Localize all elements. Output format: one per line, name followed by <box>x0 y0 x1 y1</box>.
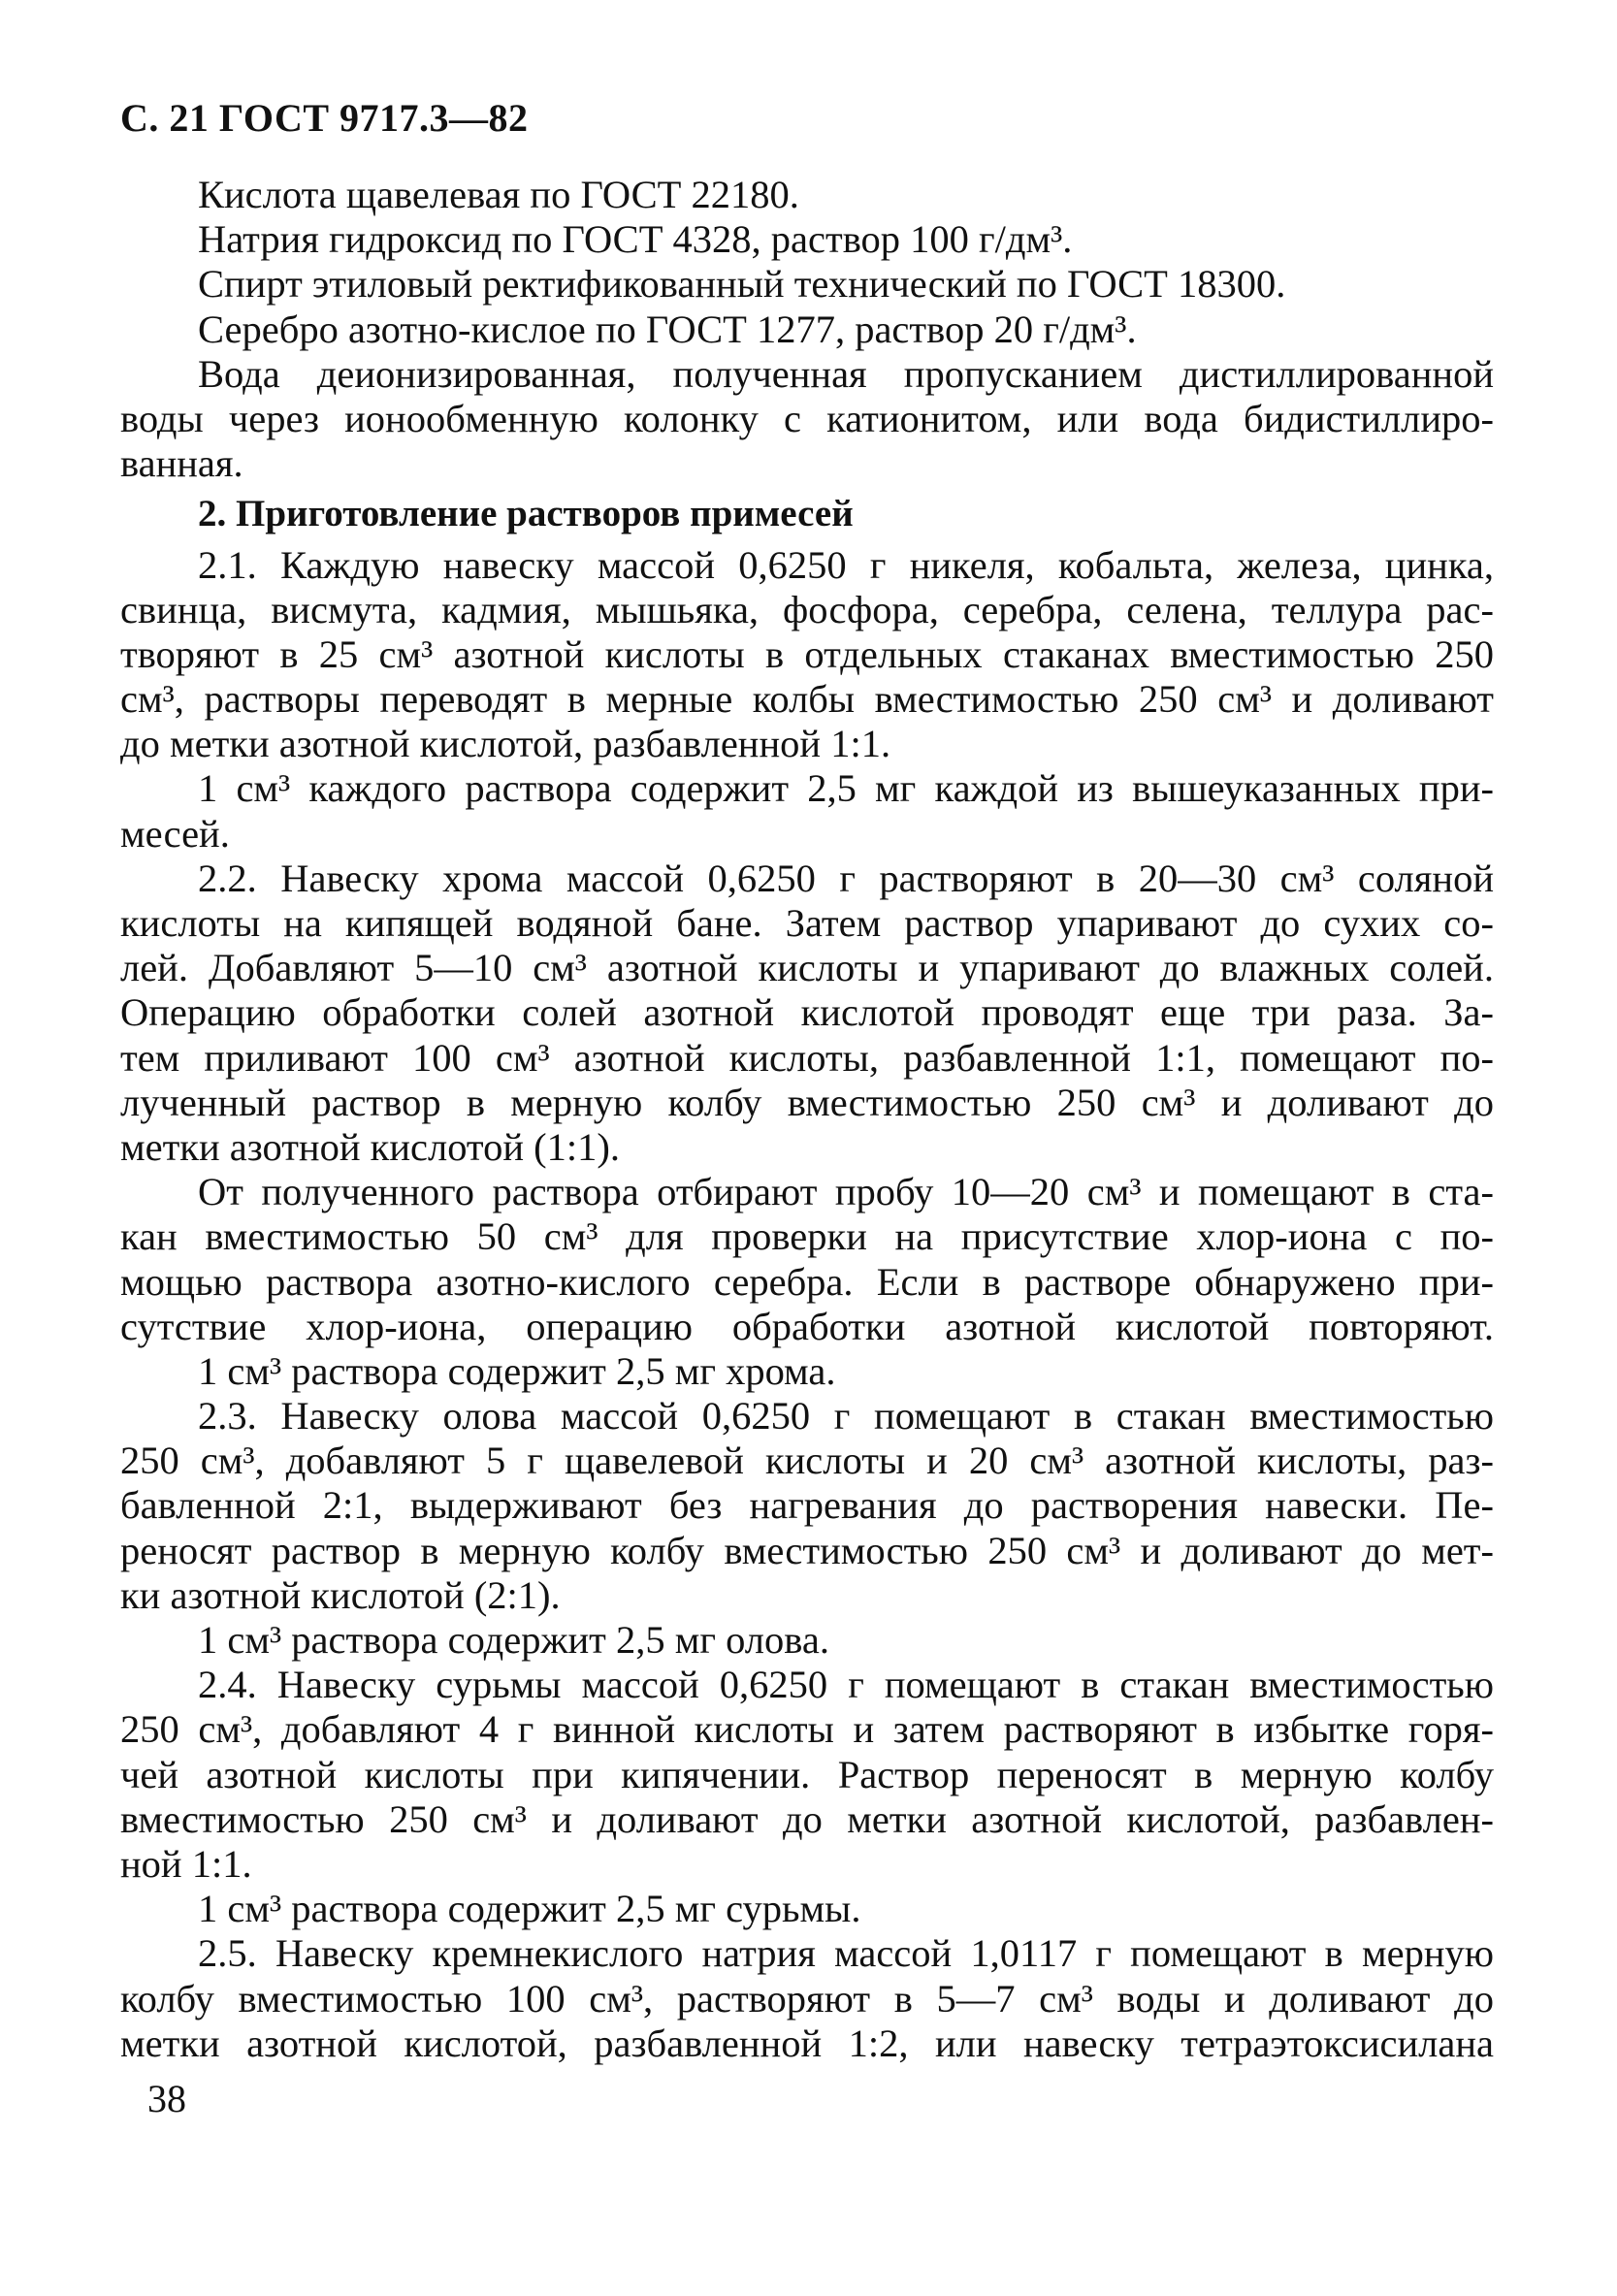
text-line: Вода деионизированная, полученная пропусканием дистиллированной <box>198 351 1494 396</box>
text-line: 2.4. Навеску сурьмы массой 0,6250 г помещают в стакан вместимостью <box>198 1663 1494 1707</box>
text-line: 250 см³, добавляют 4 г винной кислоты и затем растворяют в избытке горя- <box>120 1707 1494 1752</box>
text-line: метки азотной кислотой, разбавленной 1:2, или навеску тетраэтоксисилана <box>120 2021 1494 2065</box>
text-line: кан вместимостью 50 см³ для проверки на присутствие хлор-иона с по- <box>120 1214 1494 1259</box>
text-line: 2.5. Навеску кремнекислого натрия массой 1,0117 г помещают в мерную <box>198 1931 1494 1976</box>
text-line: метки азотной кислотой (1:1). <box>120 1124 620 1169</box>
text-line: 1 см³ раствора содержит 2,5 мг сурьмы. <box>198 1887 861 1931</box>
text-line: свинца, висмута, кадмия, мышьяка, фосфора, серебра, селена, теллура рас- <box>120 587 1494 631</box>
text-line: Операцию обработки солей азотной кислотой проводят еще три раза. За- <box>120 990 1494 1035</box>
body-text <box>120 173 1494 2066</box>
text-line: до метки азотной кислотой, разбавленной 1:1. <box>120 722 891 766</box>
text-line: тем приливают 100 см³ азотной кислоты, разбавленной 1:1, помещают по- <box>120 1035 1494 1080</box>
text-line: бавленной 2:1, выдерживают без нагревания до растворения навески. Пе- <box>120 1483 1494 1528</box>
text-line: вместимостью 250 см³ и доливают до метки азотной кислотой, разбавлен- <box>120 1796 1494 1841</box>
text-line: Кислота щавелевая по ГОСТ 22180. <box>198 173 799 216</box>
text-line: 1 см³ каждого раствора содержит 2,5 мг каждой из вышеуказанных при- <box>198 766 1494 811</box>
text-line: 2.1. Каждую навеску массой 0,6250 г никеля, кобальта, железа, цинка, <box>198 542 1494 587</box>
text-line: см³, растворы переводят в мерные колбы вместимостью 250 см³ и доливают <box>120 677 1494 722</box>
text-line: От полученного раствора отбирают пробу 10—20 см³ и помещают в ста- <box>198 1170 1494 1214</box>
text-line: творяют в 25 см³ азотной кислоты в отдельных стаканах вместимостью 250 <box>120 631 1494 676</box>
text-line: 2.3. Навеску олова массой 0,6250 г помещают в стакан вместимостью <box>198 1394 1494 1439</box>
text-line: мощью раствора азотно-кислого серебра. Если в растворе обнаружено при- <box>120 1259 1494 1304</box>
text-line: Натрия гидроксид по ГОСТ 4328, раствор 100 г/дм³. <box>198 217 1073 262</box>
text-line: сутствие хлор-иона, операцию обработки азотной кислотой повторяют. <box>120 1304 1494 1348</box>
text-line: ванная. <box>120 441 243 486</box>
text-line: Серебро азотно-кислое по ГОСТ 1277, раствор 20 г/дм³. <box>198 307 1137 351</box>
text-line: месей. <box>120 811 230 856</box>
text-line: лученный раствор в мерную колбу вместимостью 250 см³ и доливают до <box>120 1080 1494 1124</box>
text-line: 2.2. Навеску хрома массой 0,6250 г растворяют в 20—30 см³ соляной <box>198 856 1494 900</box>
text-line: Спирт этиловый ректификованный технический по ГОСТ 18300. <box>198 262 1286 307</box>
text-line: кислоты на кипящей водяной бане. Затем раствор упаривают до сухих со- <box>120 901 1494 945</box>
text-line: ки азотной кислотой (2:1). <box>120 1572 561 1617</box>
page-header: С. 21 ГОСТ 9717.3—82 <box>120 96 529 140</box>
page-number: 38 <box>147 2077 186 2120</box>
text-line: ной 1:1. <box>120 1841 252 1886</box>
section-heading: 2. Приготовление растворов примесей <box>198 493 854 535</box>
text-line: воды через ионообменную колонку с катионитом, или вода бидистиллиро- <box>120 396 1494 440</box>
text-line: 1 см³ раствора содержит 2,5 мг олова. <box>198 1618 829 1662</box>
text-line: колбу вместимостью 100 см³, растворяют в 5—7 см³ воды и доливают до <box>120 1976 1494 2021</box>
text-line: чей азотной кислоты при кипячении. Раствор переносят в мерную колбу <box>120 1752 1494 1796</box>
text-line: 250 см³, добавляют 5 г щавелевой кислоты и 20 см³ азотной кислоты, раз- <box>120 1439 1494 1483</box>
text-line: 1 см³ раствора содержит 2,5 мг хрома. <box>198 1348 836 1393</box>
text-line: реносят раствор в мерную колбу вместимостью 250 см³ и доливают до мет- <box>120 1528 1494 1572</box>
text-line: лей. Добавляют 5—10 см³ азотной кислоты и упаривают до влажных солей. <box>120 946 1494 990</box>
